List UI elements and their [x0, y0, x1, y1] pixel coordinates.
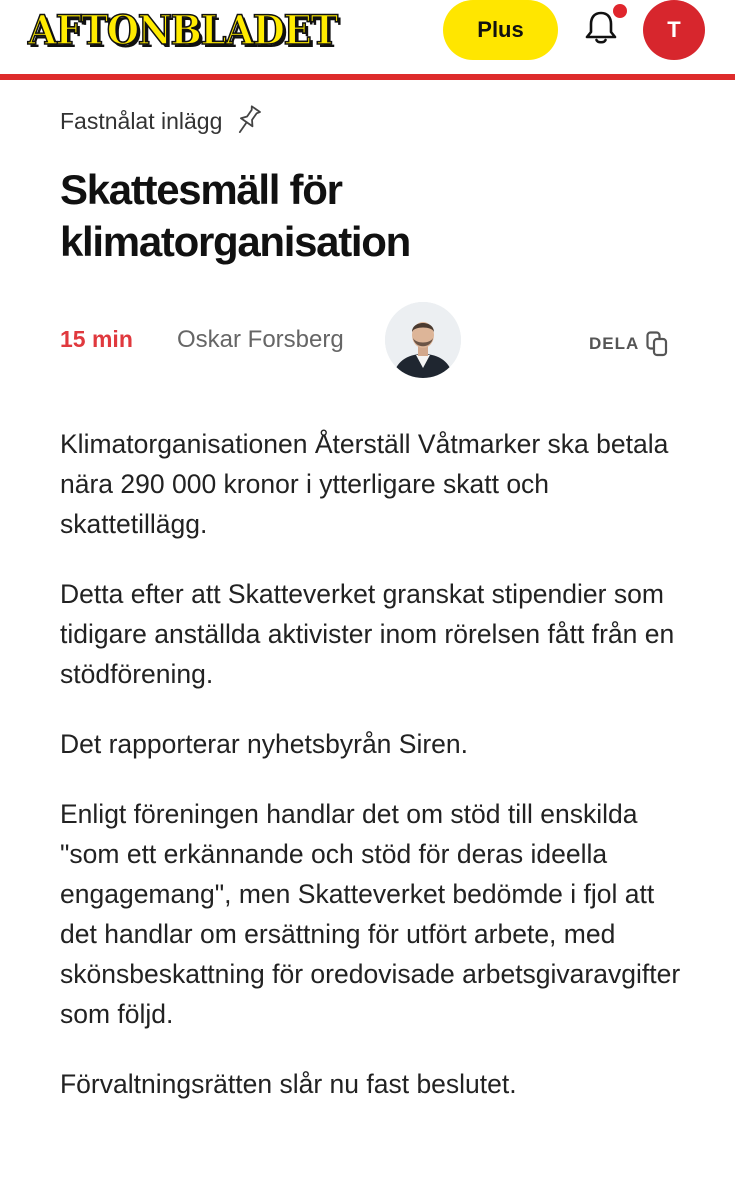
top-bar — [0, 0, 735, 80]
publish-time: 15 min — [60, 326, 133, 352]
share-label: DELA — [589, 334, 640, 353]
plus-button[interactable]: Plus — [443, 0, 558, 60]
avatar-initial: T — [667, 17, 681, 42]
author-name[interactable]: Oskar Forsberg — [177, 326, 344, 353]
share-button[interactable] — [589, 330, 669, 358]
paragraph: Detta efter att Skatteverket granskat stipendier som tidigare anställda aktivister inom rörelsen fått från en stödförening. — [60, 579, 675, 689]
logo-text: AFTONBLADET — [28, 7, 337, 54]
author-avatar[interactable] — [385, 302, 461, 378]
pinned-post-label — [60, 104, 264, 138]
notification-dot — [613, 4, 627, 18]
paragraph: Klimatorganisationen Återställ Våtmarker ska betala nära 290 000 kronor i ytterligare skatt och skattetillägg. — [60, 429, 669, 539]
copy-icon — [645, 330, 669, 358]
user-avatar-button[interactable] — [643, 0, 705, 60]
article-body — [60, 424, 690, 1134]
paragraph: Enligt föreningen handlar det om stöd till enskilda "som ett erkännande och stöd för deras ideella engagemang", men Skatteverket bedömde i fjol att det handlar om ersättning för utfört arbete, med skönsbeskattning för oredovisade arbetsgivaravgifter som följd. — [60, 799, 681, 1029]
aftonbladet-logo[interactable] — [28, 6, 360, 56]
article-headline: Skattesmäll för klimatorganisation — [60, 166, 411, 265]
pushpin-icon — [234, 104, 264, 138]
paragraph: Det rapporterar nyhetsbyrån Siren. — [60, 729, 469, 759]
pinned-text: Fastnålat inlägg — [60, 107, 223, 134]
paragraph: Förvaltningsrätten slår nu fast beslutet. — [60, 1069, 517, 1099]
